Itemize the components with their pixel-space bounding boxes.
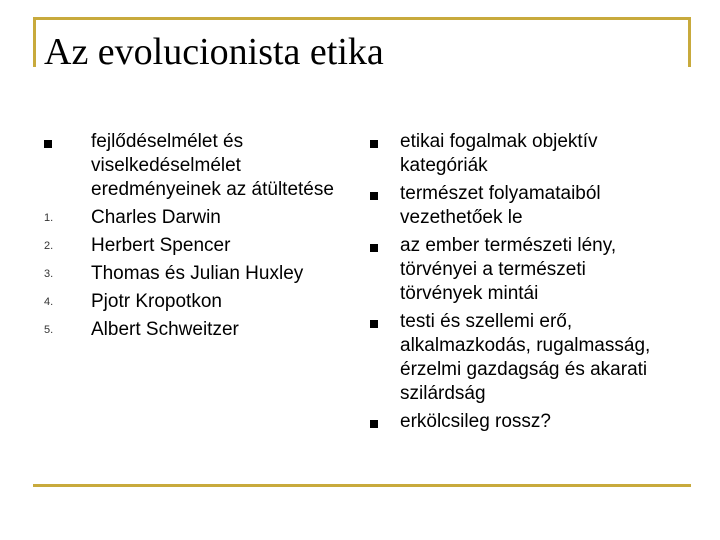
- square-bullet-icon: [370, 420, 378, 428]
- list-number: 5.: [44, 324, 54, 336]
- list-item-text: Thomas és Julian Huxley: [91, 263, 304, 284]
- slide-title: Az evolucionista etika: [44, 28, 390, 76]
- list-item: [44, 234, 344, 258]
- frame-top-line: [33, 17, 691, 20]
- list-item: [370, 310, 670, 406]
- left-column-list: [44, 130, 344, 346]
- list-item-text: Herbert Spencer: [91, 235, 231, 256]
- frame-left-line: [33, 17, 36, 67]
- list-item-text: Albert Schweitzer: [91, 319, 239, 340]
- frame-bottom-line: [33, 484, 691, 487]
- square-bullet-icon: [44, 140, 52, 148]
- square-bullet-icon: [370, 140, 378, 148]
- square-bullet-icon: [370, 244, 378, 252]
- list-number: 1.: [44, 212, 54, 224]
- list-number: 3.: [44, 268, 54, 280]
- list-item-text: fejlődéselmélet és viselkedéselmélet eredményeinek az átültetése: [91, 131, 334, 200]
- list-item: [44, 262, 344, 286]
- list-item-text: az ember természeti lény, törvényei a természeti törvények mintái: [400, 235, 617, 304]
- list-item: [370, 182, 670, 230]
- list-item: [44, 290, 344, 314]
- list-item-text: testi és szellemi erő, alkalmazkodás, rugalmasság, érzelmi gazdagság és akarati szilárdság: [400, 311, 651, 404]
- list-item: [370, 130, 670, 178]
- square-bullet-icon: [370, 192, 378, 200]
- frame-right-line: [688, 17, 691, 67]
- list-number: 2.: [44, 240, 54, 252]
- list-item: [44, 318, 344, 342]
- list-item: [370, 234, 670, 306]
- right-column-list: [370, 130, 670, 438]
- list-item-text: természet folyamataiból vezethetőek le: [400, 183, 601, 228]
- list-item-text: Pjotr Kropotkon: [91, 291, 222, 312]
- list-item-text: Charles Darwin: [91, 207, 221, 228]
- list-item-text: erkölcsileg rossz?: [400, 411, 551, 432]
- list-item: [44, 130, 344, 202]
- list-item-text: etikai fogalmak objektív kategóriák: [400, 131, 598, 176]
- list-number: 4.: [44, 296, 54, 308]
- list-item: [370, 410, 670, 434]
- list-item: [44, 206, 344, 230]
- square-bullet-icon: [370, 320, 378, 328]
